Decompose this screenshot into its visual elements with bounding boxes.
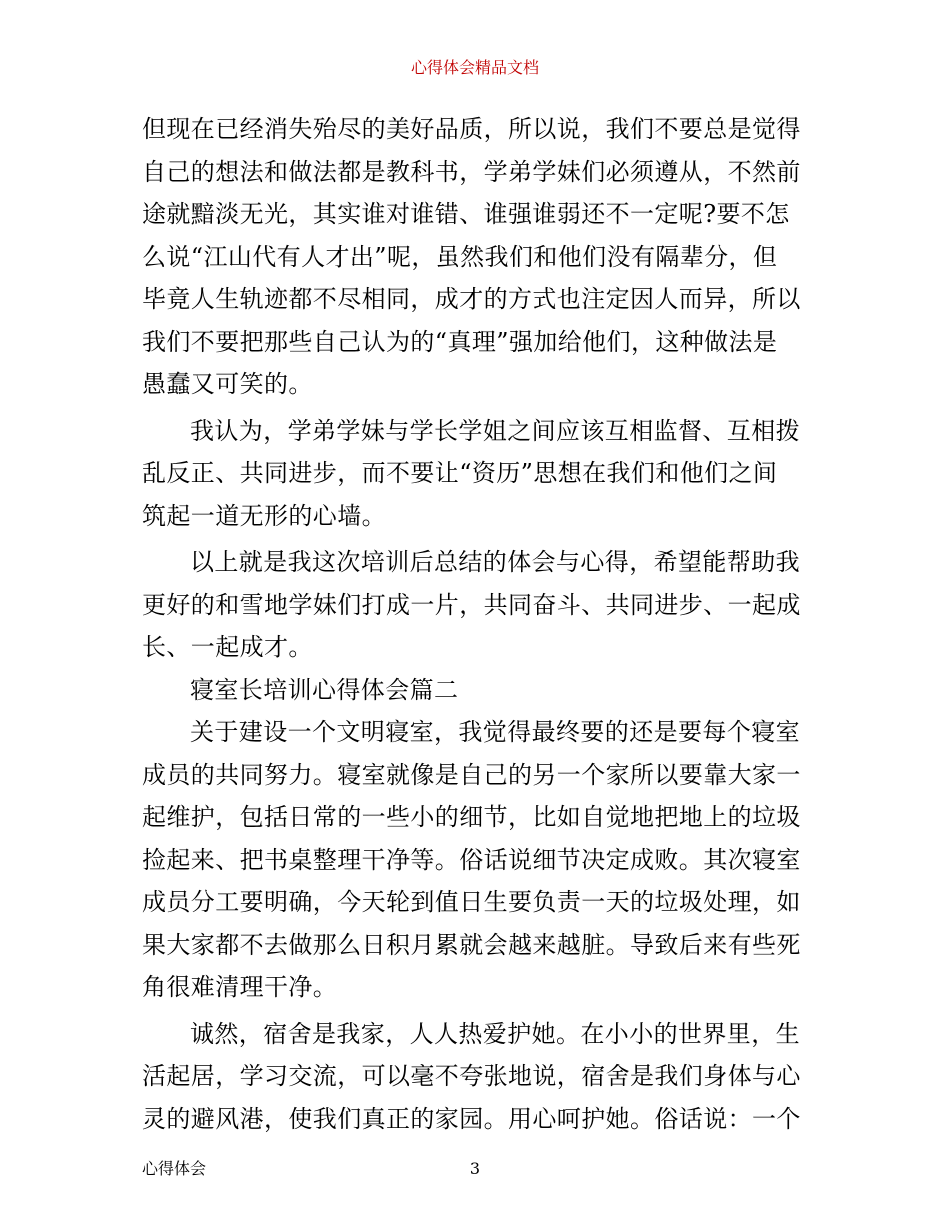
text-line: 乱反正、共同进步，而不要让“资历”思想在我们和他们之间 <box>142 459 778 487</box>
text-line: 自己的想法和做法都是教科书，学弟学妹们必须遵从，不然前 <box>142 157 801 186</box>
page-number: 3 <box>469 1159 481 1178</box>
section-heading <box>142 669 810 712</box>
text-line: 起维护，包括日常的一些小的细节，比如自觉地把地上的垃圾 <box>142 803 801 831</box>
text-line: 筑起一道无形的心墙。 <box>142 501 386 530</box>
text-line: 途就黯淡无光，其实谁对谁错、谁强谁弱还不一定呢?要不怎 <box>142 200 790 228</box>
text-line: 角很难清理干净。 <box>142 973 338 1001</box>
page-header-title: 心得体会精品文档 <box>410 58 539 77</box>
text-line: 但现在已经消失殆尽的美好品质，所以说，我们不要总是觉得 <box>142 115 801 143</box>
paragraph-4 <box>142 711 810 1009</box>
text-line: 诚然，宿舍是我家，人人热爱护她。在小小的世界里，生 <box>190 1019 800 1048</box>
paragraph-3 <box>142 541 810 669</box>
text-line: 长、一起成才。 <box>142 633 313 661</box>
text-line: 我们不要把那些自己认为的“真理”强加给他们，这种做法是 <box>142 327 778 356</box>
paragraph-5 <box>142 1013 810 1141</box>
text-line: 更好的和雪地学妹们打成一片，共同奋斗、共同进步、一起成 <box>142 590 801 619</box>
text-line: 灵的避风港，使我们真正的家园。用心呵护她。俗话说：一个 <box>142 1104 801 1133</box>
text-line: 活起居，学习交流，可以毫不夸张地说，宿舍是我们身体与心 <box>142 1062 801 1090</box>
text-line: 以上就是我这次培训后总结的体会与心得，希望能帮助我 <box>190 548 800 576</box>
text-line: 捡起来、把书桌整理干净等。俗话说细节决定成败。其次寝室 <box>142 845 801 874</box>
text-line: 寝室长培训心得体会篇二 <box>190 675 459 704</box>
text-line: 愚蠢又可笑的。 <box>142 370 313 398</box>
paragraph-1 <box>142 108 810 406</box>
text-line: 我认为，学弟学妹与学长学姐之间应该互相监督、互相拨 <box>190 416 800 445</box>
text-line: 果大家都不去做那么日积月累就会越来越脏。导致后来有些死 <box>142 930 801 959</box>
footer-label: 心得体会 <box>142 1159 207 1178</box>
text-line: 毕竟人生轨迹都不尽相同，成才的方式也注定因人而异，所以 <box>142 285 801 313</box>
text-line: 关于建设一个文明寝室，我觉得最终要的还是要每个寝室 <box>190 718 800 746</box>
text-line: 成员的共同努力。寝室就像是自己的另一个家所以要靠大家一 <box>142 760 801 789</box>
document-body <box>142 108 810 1140</box>
text-line: 么说“江山代有人才出”呢，虽然我们和他们没有隔辈分，但 <box>142 242 778 271</box>
text-line: 成员分工要明确，今天轮到值日生要负责一天的垃圾处理，如 <box>142 888 801 916</box>
paragraph-2 <box>142 410 810 538</box>
